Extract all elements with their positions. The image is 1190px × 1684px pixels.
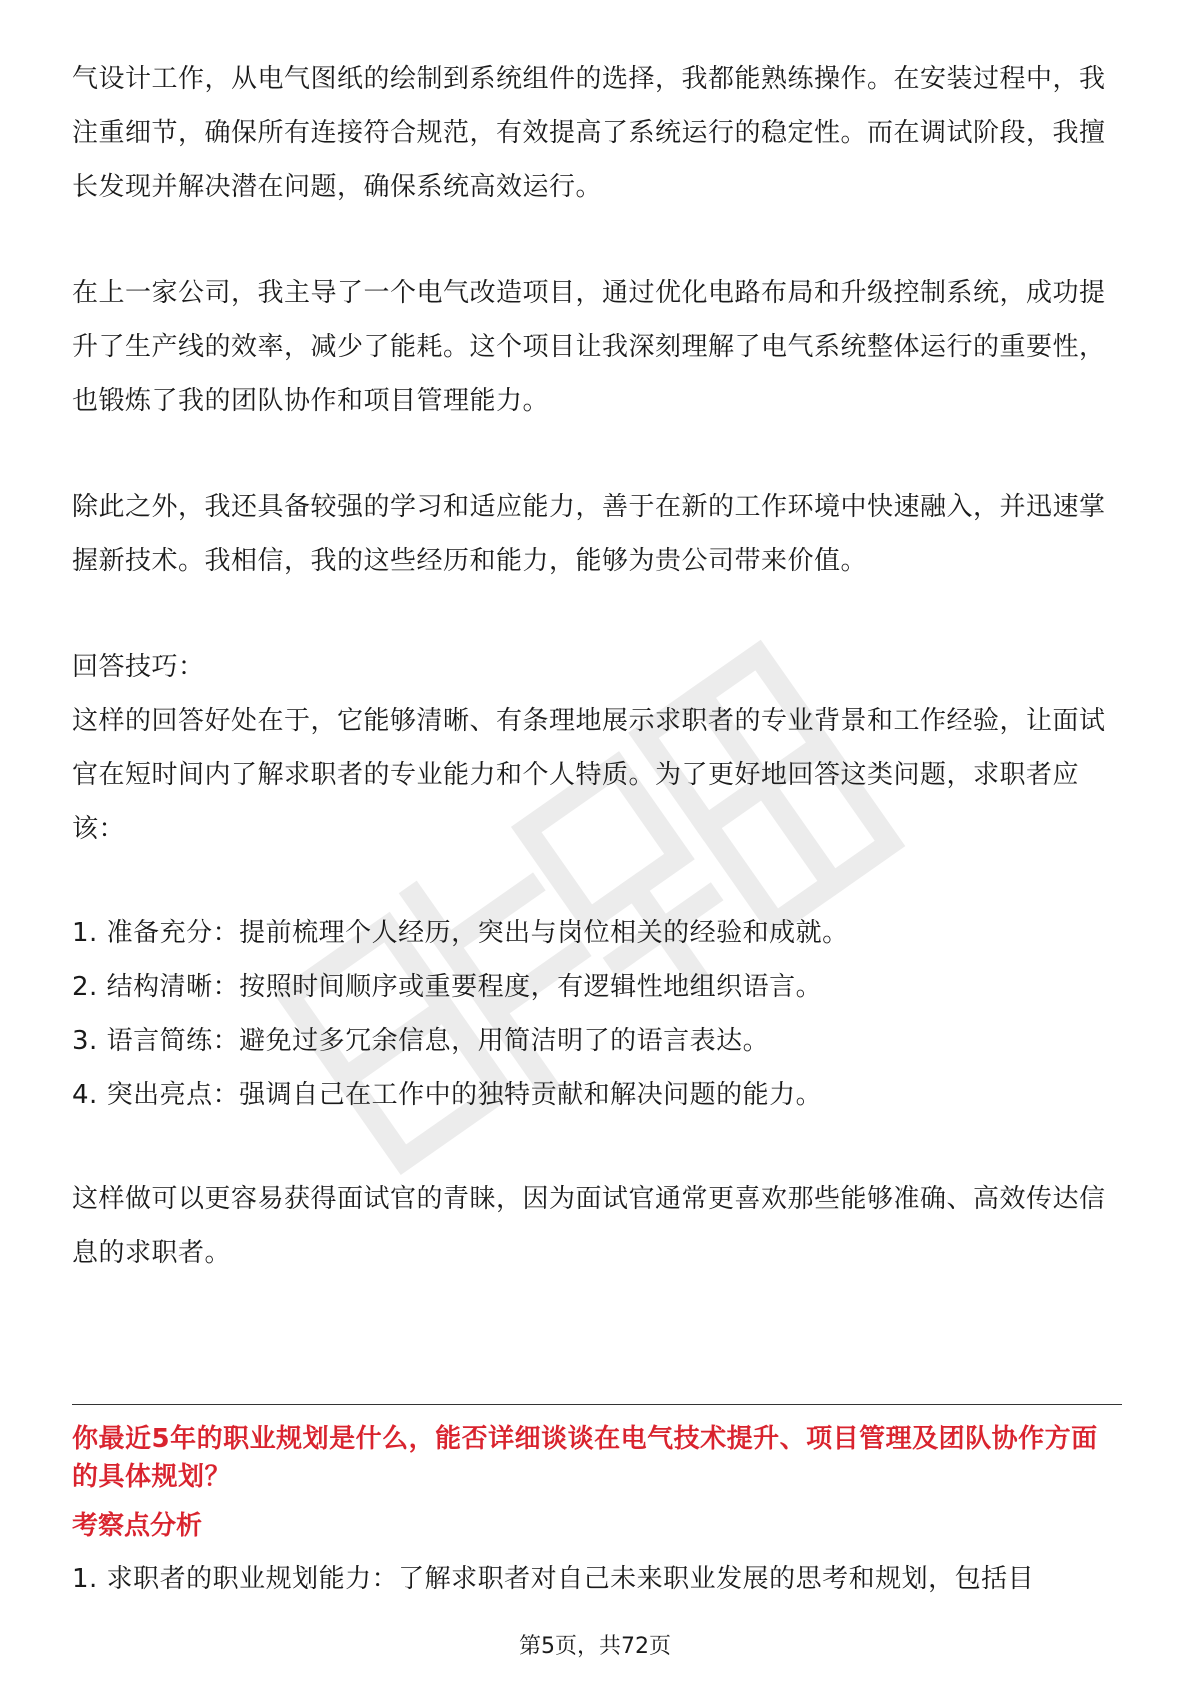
tips-list-item: 3. 语言简练：避免过多冗余信息，用简洁明了的语言表达。 (72, 1026, 770, 1056)
page-number: 第5页，共72页 (519, 1634, 671, 1659)
tips-list-item: 1. 准备充分：提前梳理个人经历，突出与岗位相关的经验和成就。 (72, 918, 849, 948)
tips-label: 回答技巧： (72, 652, 205, 682)
tips-list-item: 2. 结构清晰：按照时间顺序或重要程度，有逻辑性地组织语言。 (72, 972, 823, 1002)
tips-intro: 这样的回答好处在于，它能够清晰、有条理地展示求职者的专业背景和工作经验，让面试官在短时间内了解求职者的专业能力和个人特质。为了更好地回答这类问题，求职者应该： (72, 706, 1106, 844)
tips-conclusion: 这样做可以更容易获得面试官的青睐，因为面试官通常更喜欢那些能够准确、高效传达信息的求职者。 (72, 1184, 1106, 1268)
tips-list-item: 4. 突出亮点：强调自己在工作中的独特贡献和解决问题的能力。 (72, 1080, 823, 1110)
section-divider (72, 1404, 1122, 1405)
analysis-list-item: 1. 求职者的职业规划能力：了解求职者对自己未来职业发展的思考和规划，包括目 (72, 1564, 1035, 1594)
paragraph-experience: 气设计工作，从电气图纸的绘制到系统组件的选择，我都能熟练操作。在安装过程中，我注重细节，确保所有连接符合规范，有效提高了系统运行的稳定性。而在调试阶段，我擅长发现并解决潜在问题，确保系统高效运行。 (72, 64, 1106, 202)
main-content (72, 52, 1122, 1280)
paragraph-project: 在上一家公司，我主导了一个电气改造项目，通过优化电路布局和升级控制系统，成功提升了生产线的效率，减少了能耗。这个项目让我深刻理解了电气系统整体运行的重要性，也锻炼了我的团队协作和项目管理能力。 (72, 278, 1106, 416)
analysis-heading: 考察点分析 (72, 1511, 203, 1541)
interview-question: 你最近5年的职业规划是什么，能否详细谈谈在电气技术提升、项目管理及团队协作方面的具体规划？ (72, 1424, 1098, 1492)
paragraph-learning: 除此之外，我还具备较强的学习和适应能力，善于在新的工作环境中快速融入，并迅速掌握新技术。我相信，我的这些经历和能力，能够为贵公司带来价值。 (72, 492, 1106, 576)
